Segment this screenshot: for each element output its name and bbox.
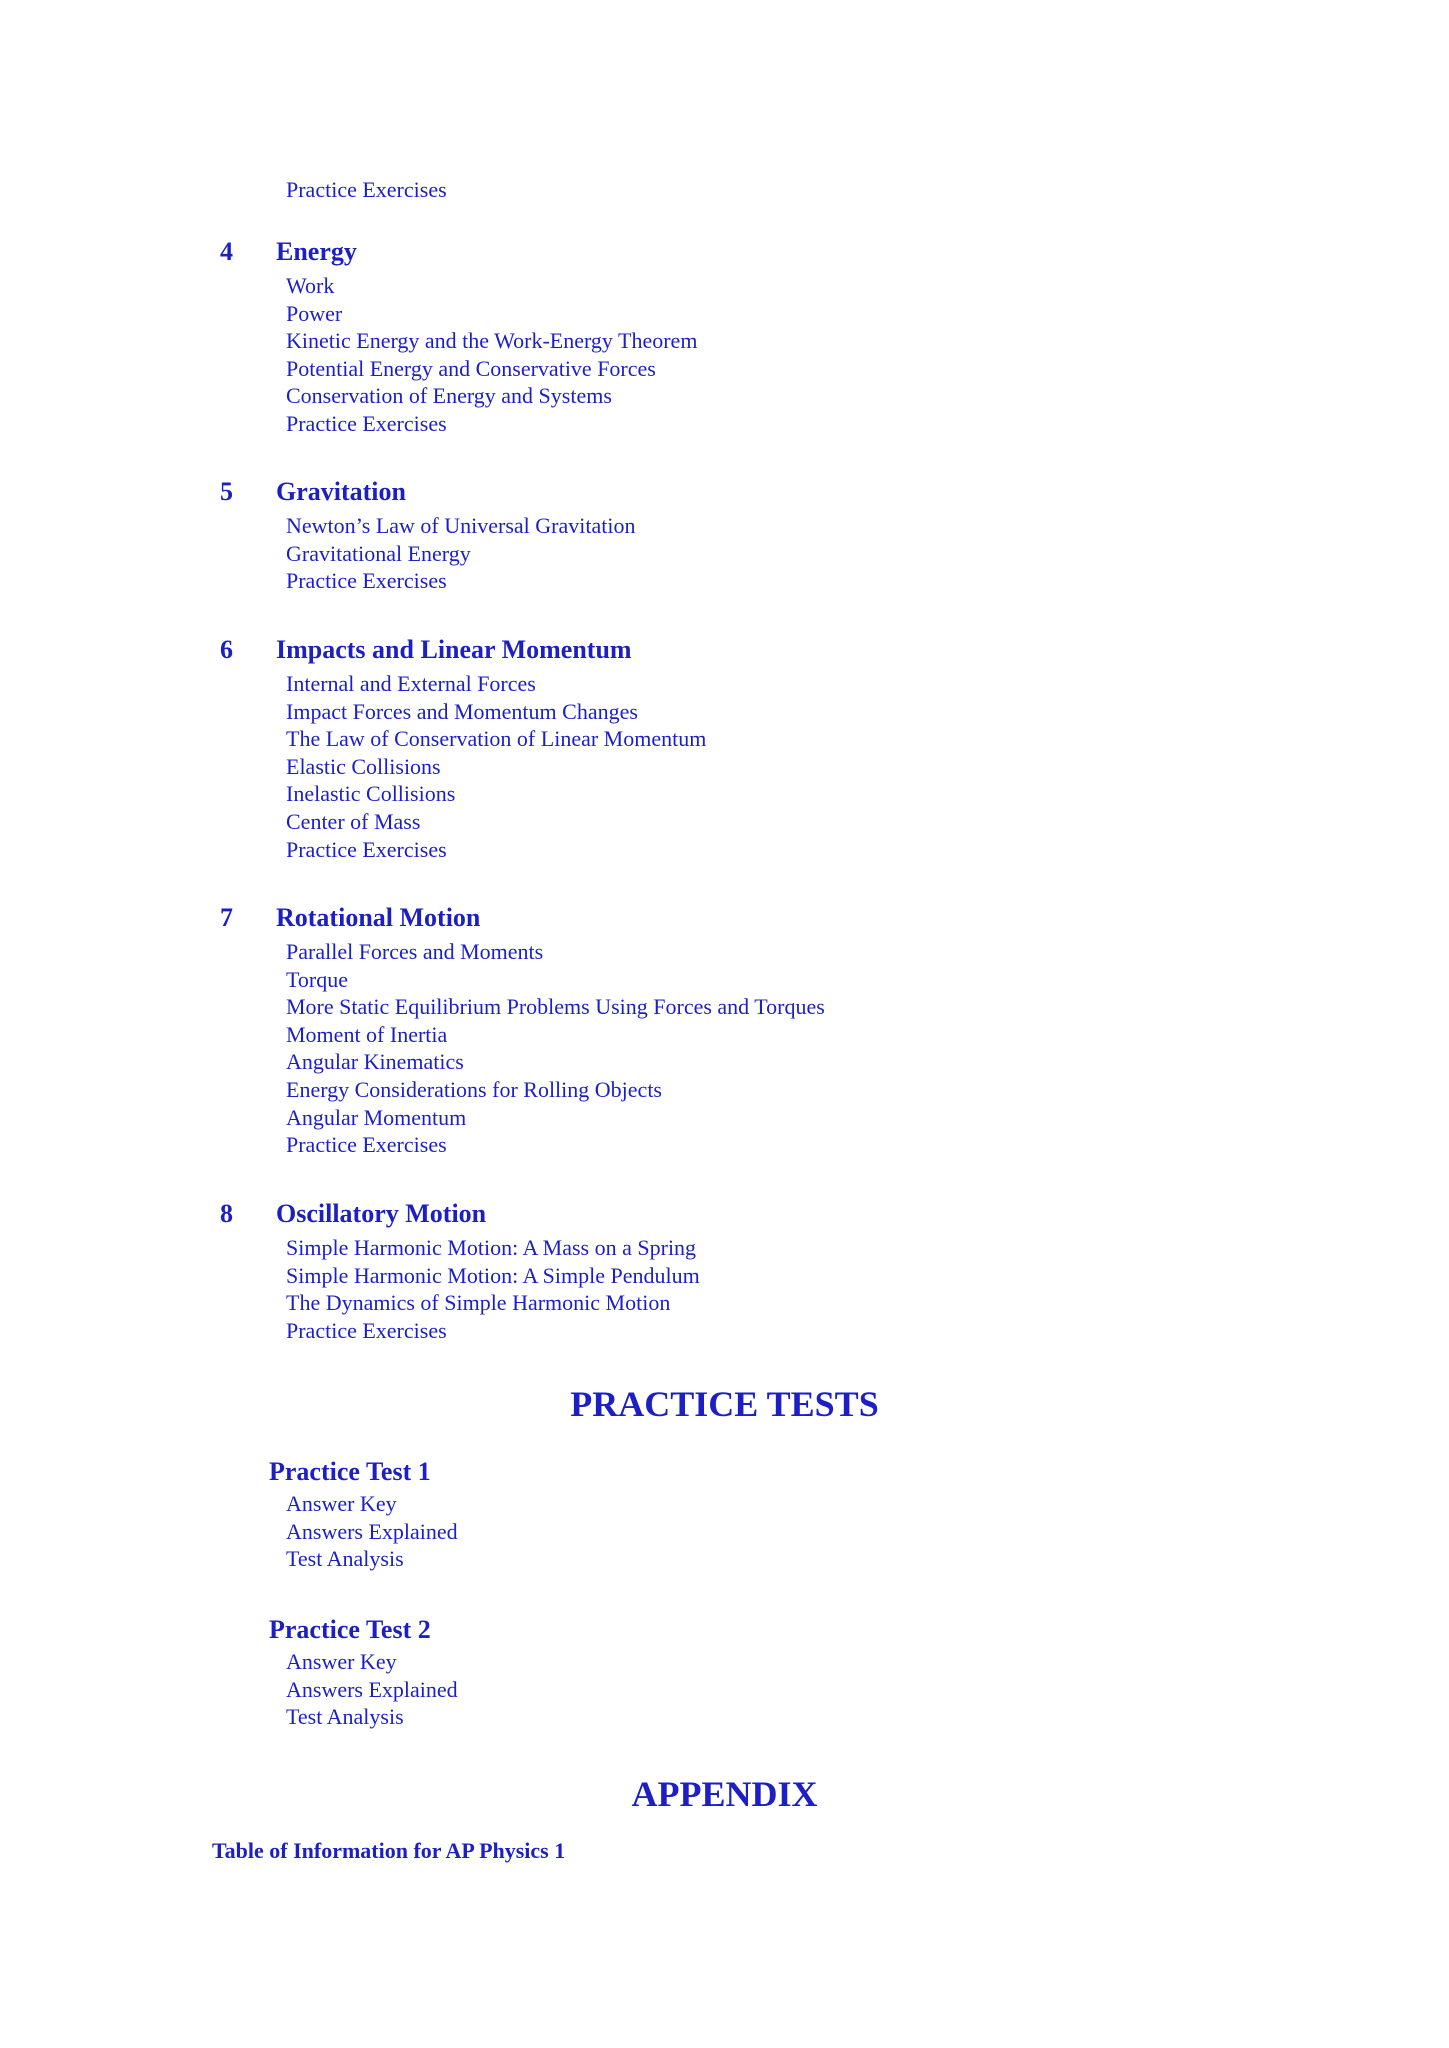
toc-item[interactable]: Inelastic Collisions (286, 781, 456, 807)
chapter-items (0, 938, 1449, 1159)
toc-item[interactable]: Newton’s Law of Universal Gravitation (286, 513, 636, 538)
chapter-heading (0, 234, 1449, 272)
chapter-items (0, 512, 1449, 595)
toc-item[interactable]: More Static Equilibrium Problems Using Forces and Torques (286, 994, 825, 1020)
toc-item[interactable]: Kinetic Energy and the Work-Energy Theorem (286, 328, 698, 354)
toc-item[interactable]: Practice Exercises (286, 836, 447, 862)
toc-item[interactable]: Work (286, 273, 335, 298)
toc-item[interactable]: Potential Energy and Conservative Forces (286, 355, 656, 381)
practice-test-2 (0, 1612, 1449, 1731)
toc-item[interactable]: Power (286, 300, 343, 326)
chapter-heading (0, 1196, 1449, 1234)
chapter-items (0, 1234, 1449, 1344)
toc-item[interactable]: Center of Mass (286, 808, 421, 834)
chapter-8 (0, 1196, 1449, 1344)
practice-test-title[interactable]: Practice Test 1 (269, 1457, 431, 1486)
chapter-number: 6 (220, 635, 233, 664)
chapter-number: 8 (220, 1199, 233, 1228)
toc-item[interactable]: The Law of Conservation of Linear Momentum (286, 726, 707, 752)
toc-item[interactable]: Parallel Forces and Moments (286, 939, 544, 964)
toc-item[interactable]: Elastic Collisions (286, 753, 441, 779)
toc-item[interactable]: Practice Exercises (286, 1317, 447, 1343)
toc-item[interactable]: Impact Forces and Momentum Changes (286, 698, 638, 724)
toc-item[interactable]: Practice Exercises (286, 1132, 447, 1158)
toc-item[interactable]: Answers Explained (286, 1676, 458, 1702)
chapter-6 (0, 632, 1449, 863)
chapter-number: 5 (220, 477, 233, 506)
toc-item[interactable]: Practice Exercises (286, 410, 447, 436)
chapter-heading (0, 474, 1449, 512)
chapter-title[interactable]: Impacts and Linear Momentum (276, 635, 632, 664)
toc-item[interactable]: Simple Harmonic Motion: A Simple Pendulum (286, 1262, 700, 1288)
practice-test-items (0, 1490, 1449, 1573)
practice-test-items (0, 1648, 1449, 1731)
toc-item-carryover[interactable]: Practice Exercises (286, 177, 447, 202)
chapter-items (0, 670, 1449, 863)
toc-item[interactable]: Internal and External Forces (286, 671, 536, 696)
chapter-number: 4 (220, 237, 233, 266)
toc-item[interactable]: Simple Harmonic Motion: A Mass on a Spring (286, 1235, 697, 1260)
toc-item[interactable]: The Dynamics of Simple Harmonic Motion (286, 1290, 671, 1316)
chapter-title[interactable]: Gravitation (276, 477, 406, 506)
chapter-items (0, 272, 1449, 438)
chapter-5 (0, 474, 1449, 595)
practice-test-title[interactable]: Practice Test 2 (269, 1615, 431, 1644)
toc-item[interactable]: Answers Explained (286, 1518, 458, 1544)
chapter-heading (0, 900, 1449, 938)
chapter-title[interactable]: Energy (276, 237, 357, 266)
toc-item[interactable]: Angular Kinematics (286, 1049, 464, 1075)
chapter-7 (0, 900, 1449, 1159)
chapter-title[interactable]: Rotational Motion (276, 903, 481, 932)
toc-item[interactable]: Energy Considerations for Rolling Objects (286, 1076, 662, 1102)
toc-item[interactable]: Answer Key (286, 1491, 397, 1516)
appendix-heading[interactable]: APPENDIX (631, 1774, 818, 1814)
chapter-number: 7 (220, 903, 233, 932)
toc-item[interactable]: Moment of Inertia (286, 1021, 448, 1047)
toc-item[interactable]: Angular Momentum (286, 1104, 467, 1130)
toc-item[interactable]: Test Analysis (286, 1704, 404, 1730)
practice-tests-heading[interactable]: PRACTICE TESTS (570, 1384, 879, 1424)
chapter-heading (0, 632, 1449, 670)
chapter-title[interactable]: Oscillatory Motion (276, 1199, 487, 1228)
practice-test-1 (0, 1454, 1449, 1573)
toc-item[interactable]: Answer Key (286, 1649, 397, 1674)
toc-item[interactable]: Torque (286, 966, 348, 992)
toc-item[interactable]: Practice Exercises (286, 568, 447, 594)
appendix-item[interactable]: Table of Information for AP Physics 1 (212, 1838, 566, 1863)
toc-item[interactable]: Test Analysis (286, 1546, 404, 1572)
toc-item[interactable]: Conservation of Energy and Systems (286, 383, 612, 409)
chapter-4 (0, 234, 1449, 438)
toc-item[interactable]: Gravitational Energy (286, 540, 471, 566)
